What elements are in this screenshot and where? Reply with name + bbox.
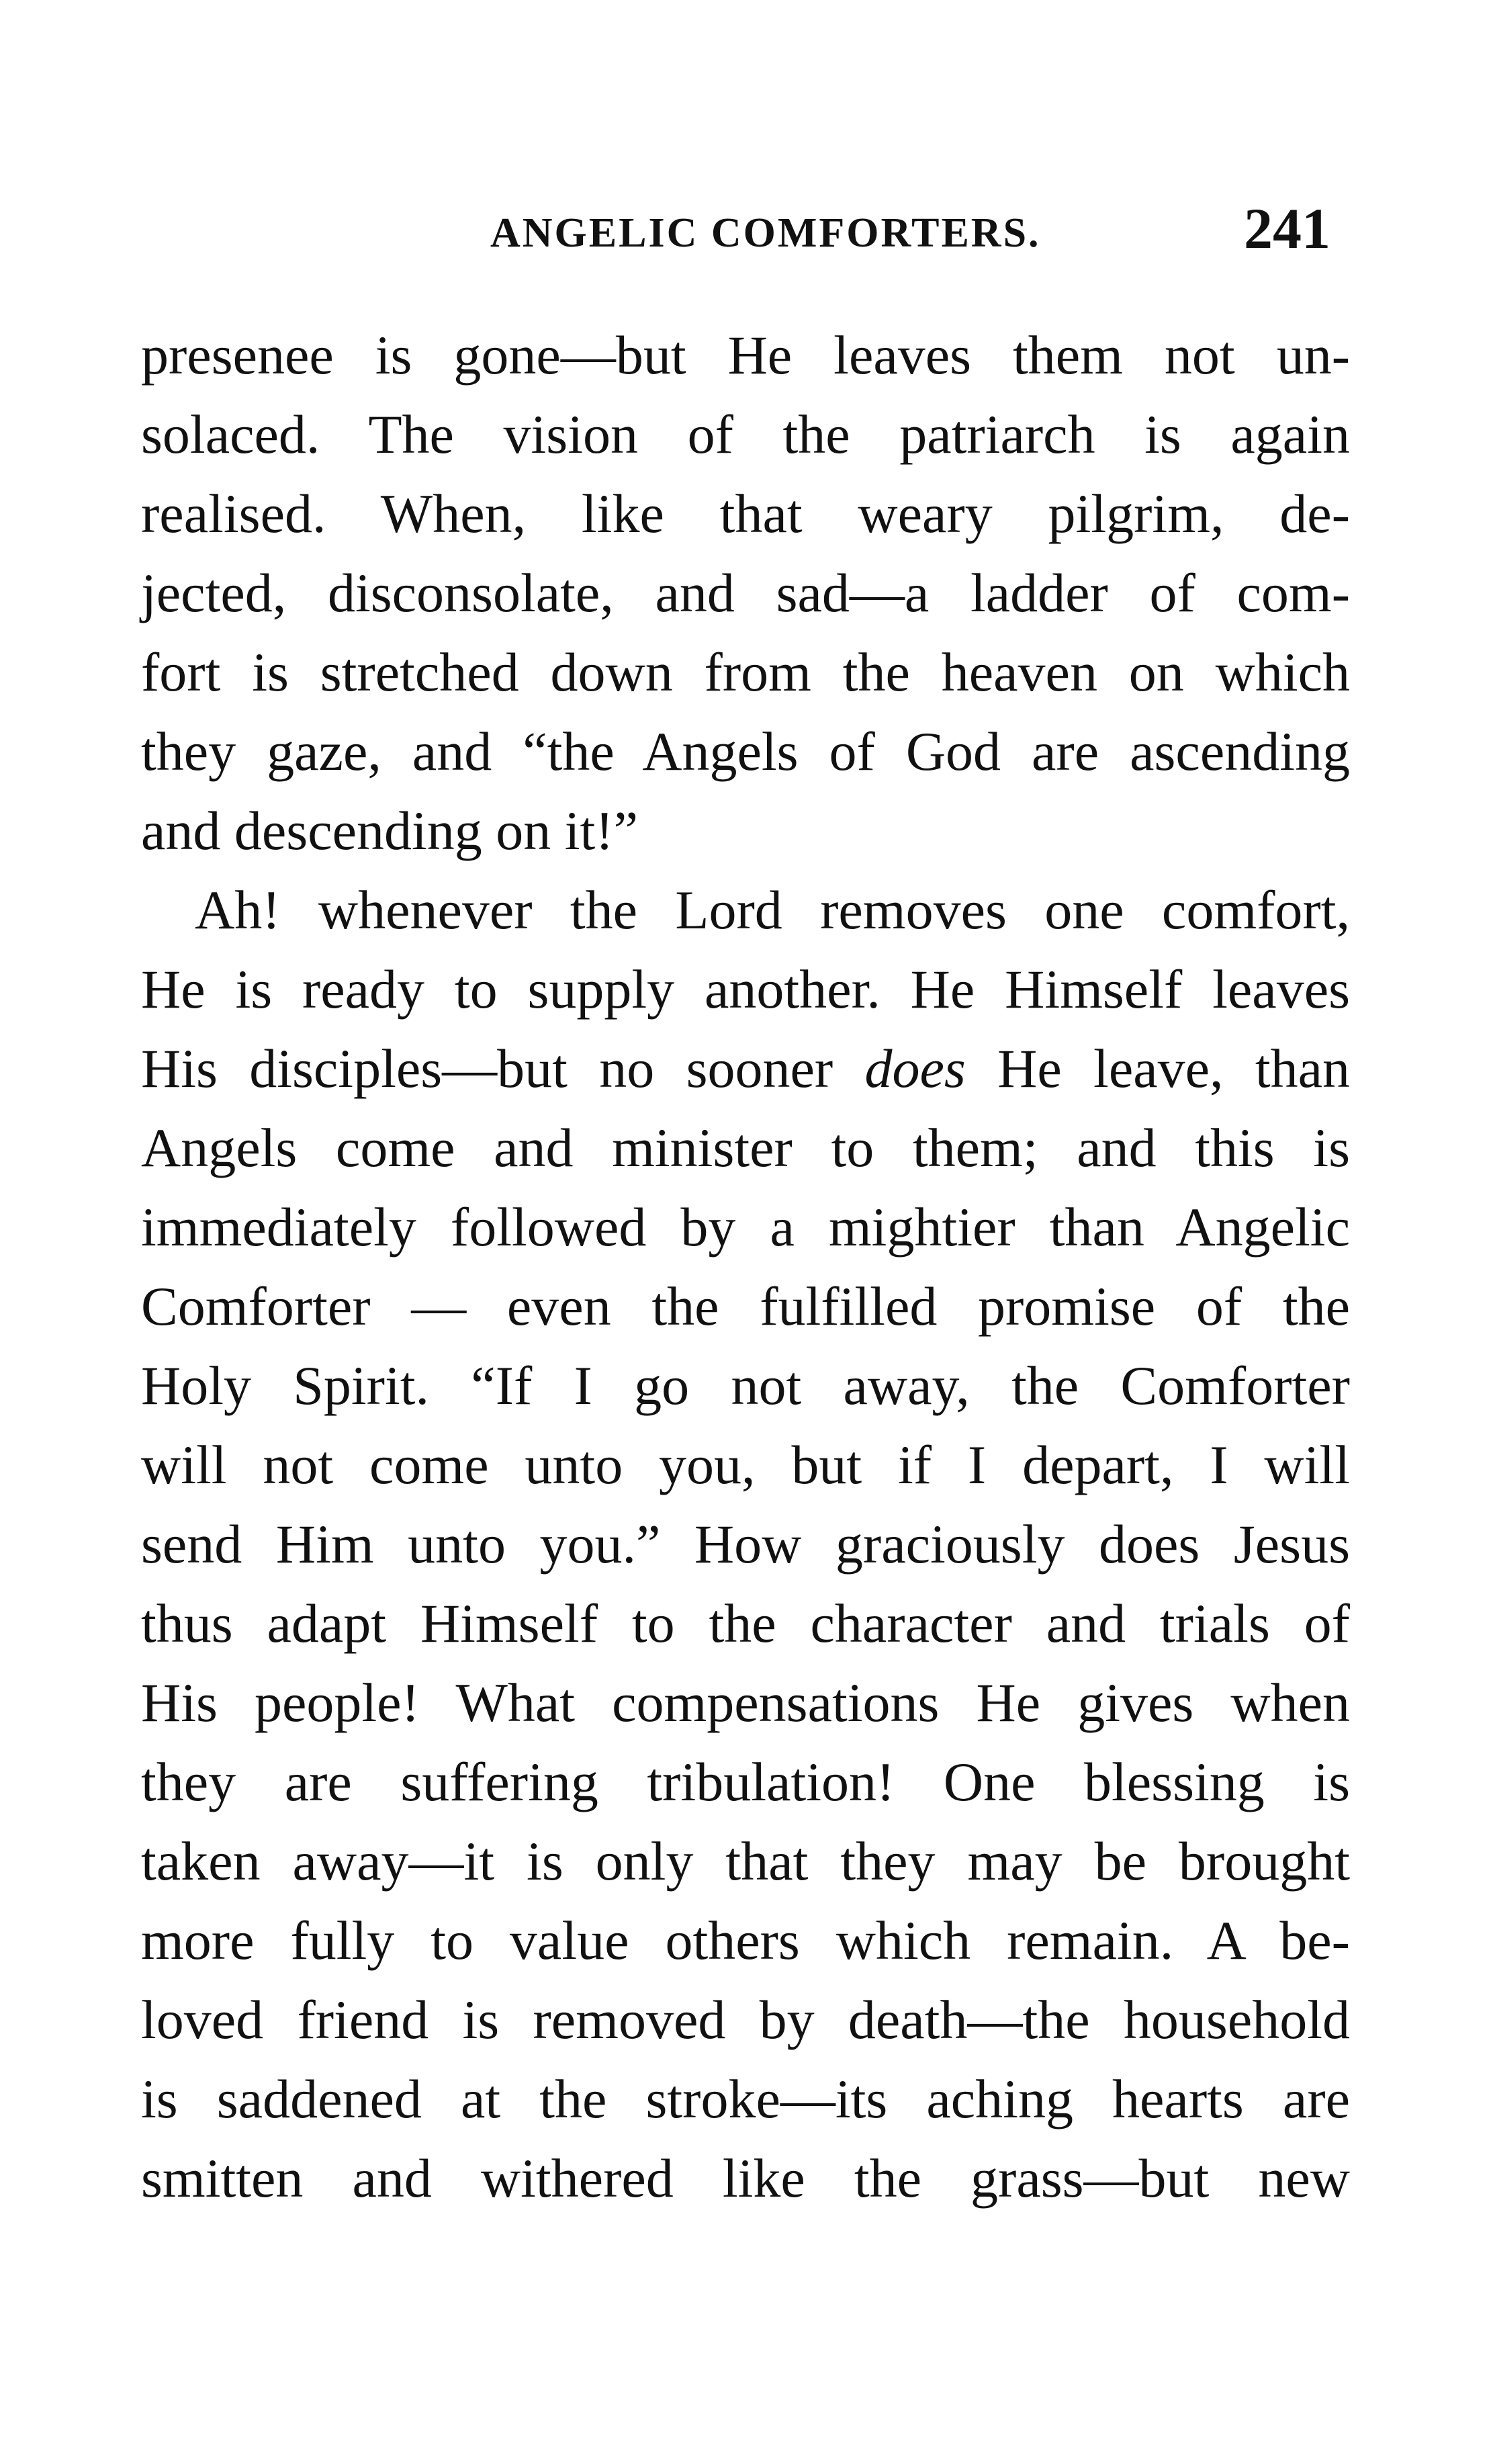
text-line: immediately followed by a mightier than Angelic (141, 1196, 1350, 1258)
text-line: loved friend is removed by death—the household (141, 1989, 1350, 2050)
text-line: more fully to value others which remain. A be- (141, 1910, 1350, 1971)
text-line: jected, disconsolate, and sad—a ladder of com- (141, 562, 1350, 623)
text-line: Comforter — even the fulfilled promise of the (141, 1276, 1350, 1337)
text-line: smitten and withered like the grass—but new (141, 2148, 1350, 2209)
text-line: and descending on it!” (141, 800, 639, 861)
text-line: Angels come and minister to them; and this is (141, 1117, 1350, 1178)
running-title: ANGELIC COMFORTERS. (490, 210, 1041, 256)
page-number: 241 (1244, 196, 1330, 261)
text-line: Holy Spirit. “If I go not away, the Comforter (141, 1355, 1350, 1416)
text-line: solaced. The vision of the patriarch is again (141, 404, 1350, 465)
line-start: His disciples—but no sooner (141, 1038, 833, 1099)
text-line: is saddened at the stroke—its aching hearts are (141, 2068, 1350, 2129)
text-line: He is ready to supply another. He Himself leaves (141, 959, 1350, 1020)
text-line: taken away—it is only that they may be brought (141, 1831, 1350, 1892)
text-line: Ah! whenever the Lord removes one comfort, (195, 879, 1350, 940)
emphasis-does: does (864, 1038, 966, 1099)
text-line: they gaze, and “the Angels of God are ascending (141, 721, 1350, 782)
text-line: they are suffering tribulation! One blessing is (141, 1751, 1350, 1812)
body-text (141, 316, 1350, 2218)
text-line: His people! What compensations He gives when (141, 1672, 1350, 1733)
line-end: He leave, than (997, 1038, 1350, 1099)
text-line: will not come unto you, but if I depart, I will (141, 1434, 1350, 1495)
text-line: realised. When, like that weary pilgrim, de- (141, 483, 1350, 544)
text-line: thus adapt Himself to the character and trials of (141, 1593, 1350, 1654)
text-line: fort is stretched down from the heaven on which (141, 642, 1350, 703)
running-head (0, 195, 1491, 269)
text-line: send Him unto you.” How graciously does Jesus (141, 1513, 1350, 1575)
text-line-with-emphasis (141, 1029, 1350, 1108)
text-line: presenee is gone—but He leaves them not un- (141, 324, 1350, 386)
